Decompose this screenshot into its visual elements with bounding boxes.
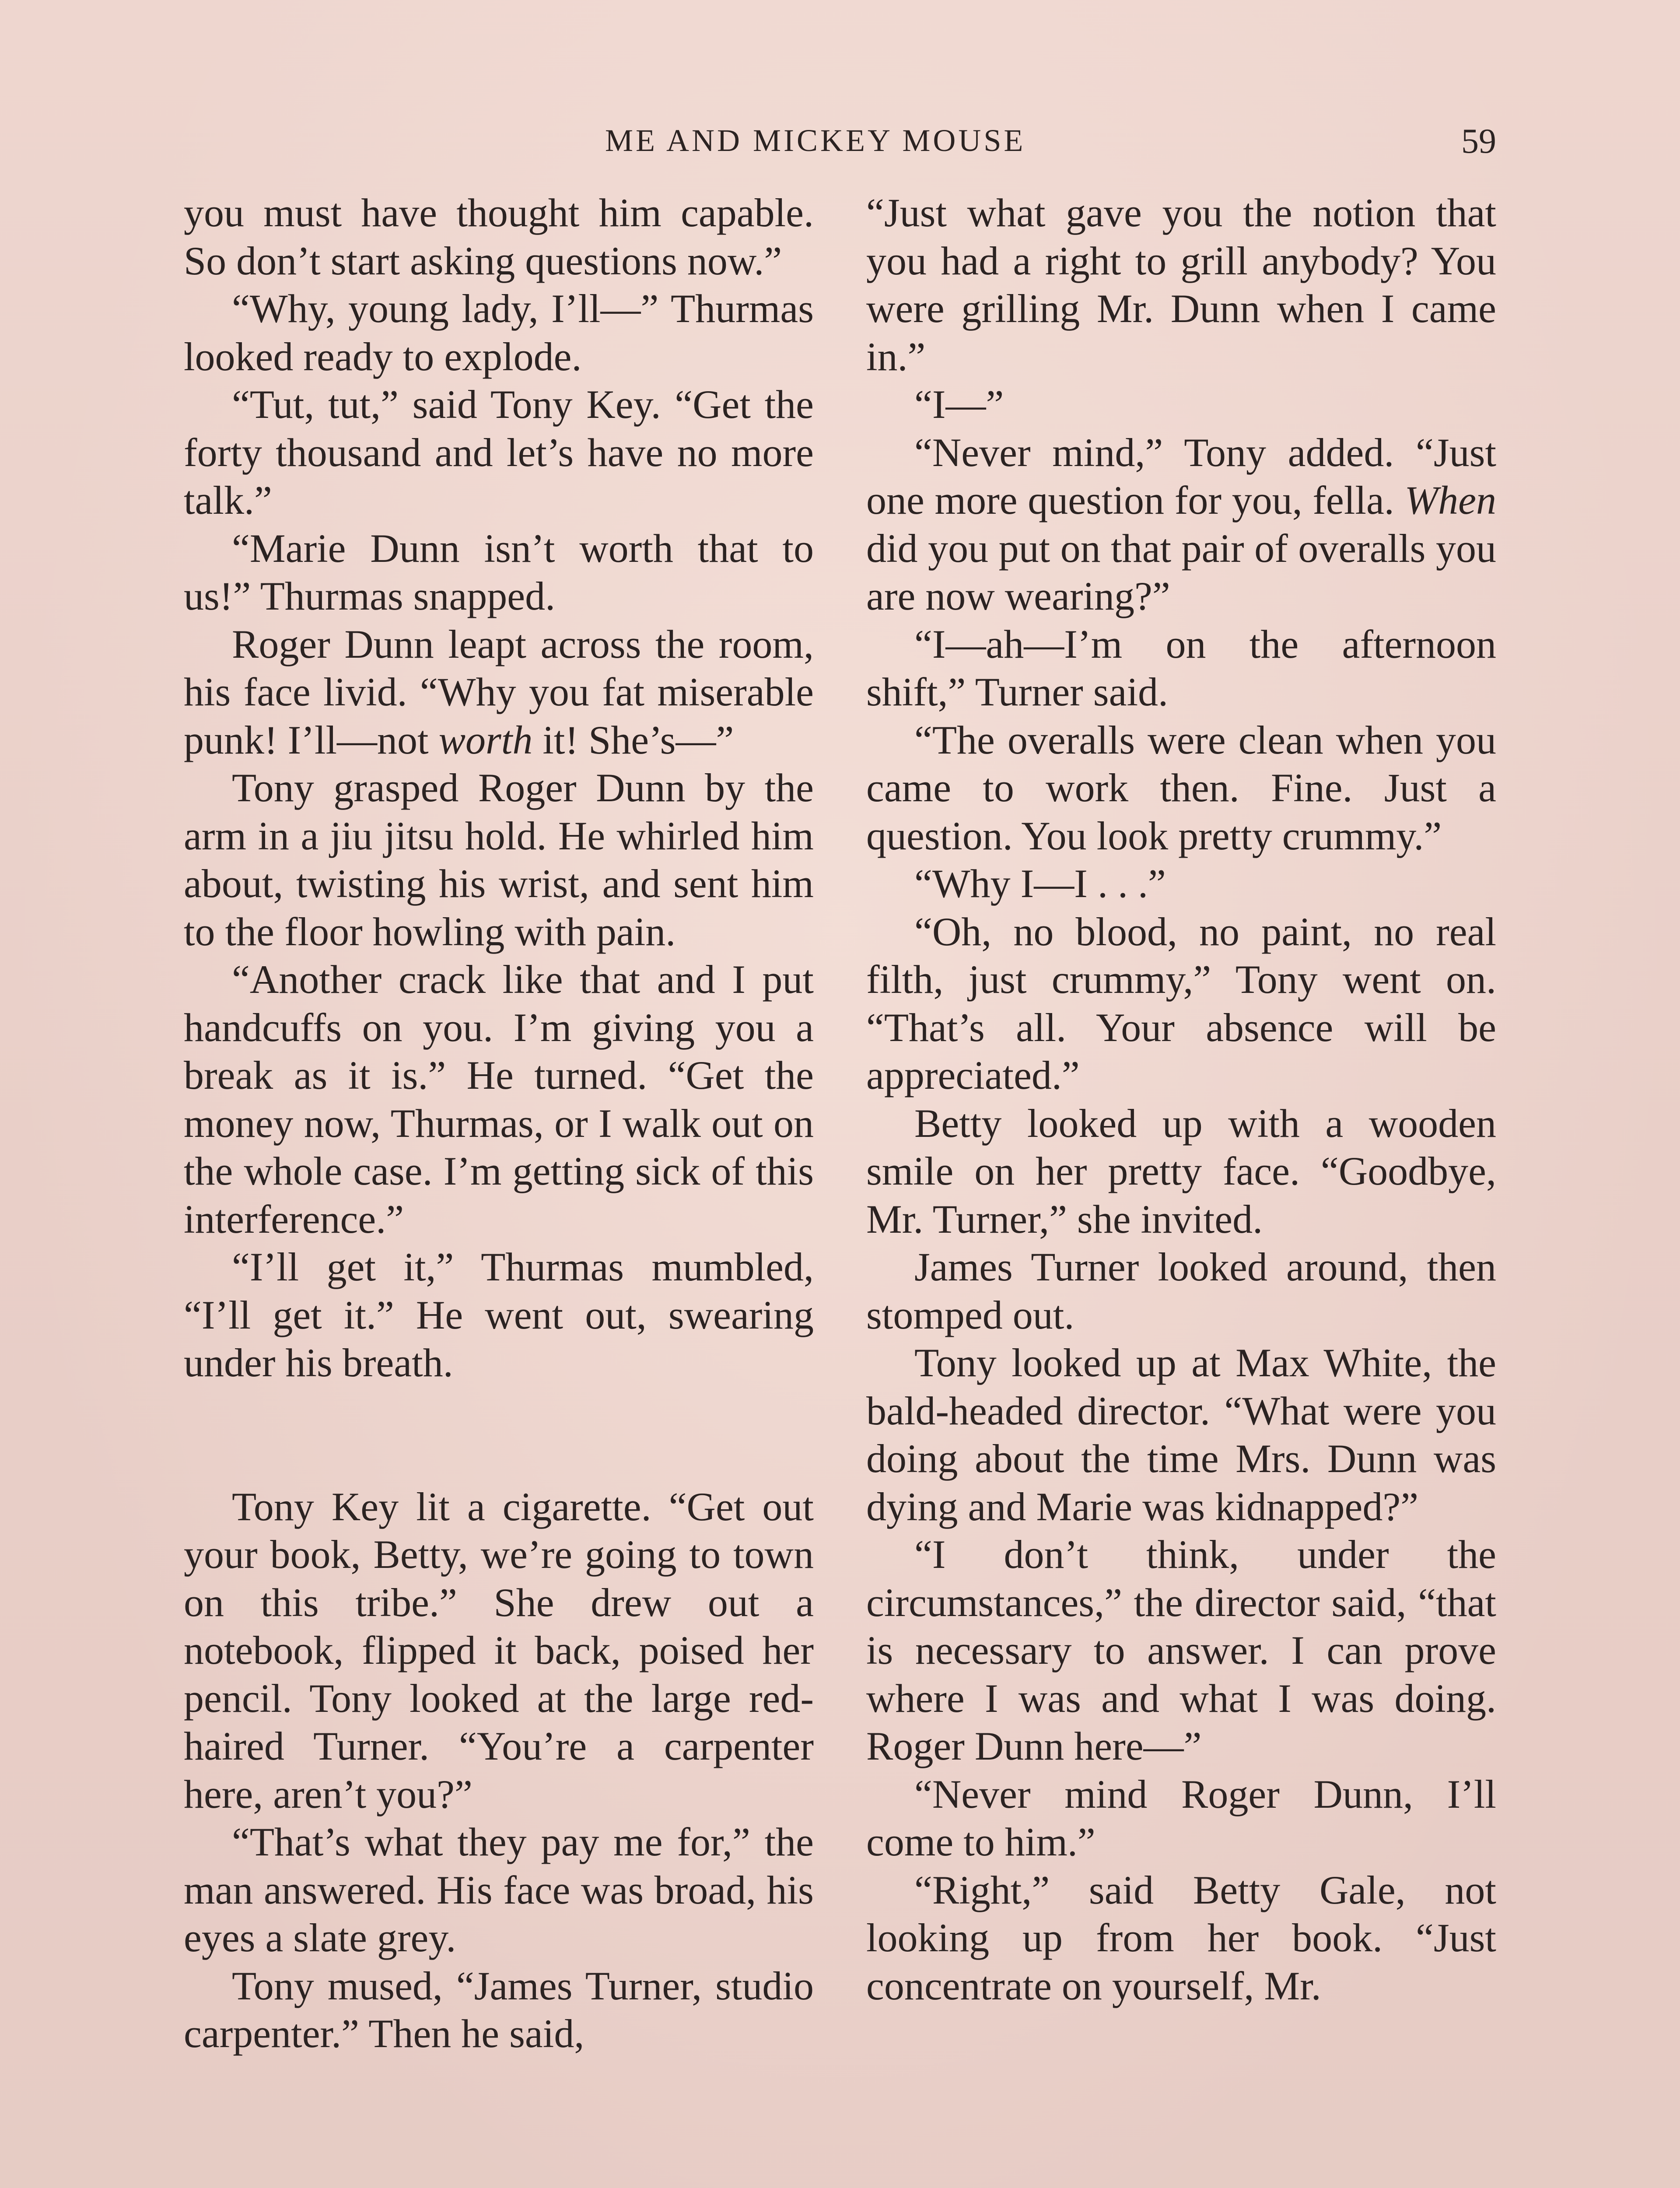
- paragraph: “Another crack like that and I put handcuffs on you. I’m giving you a break as it is.” He turned. “Get the money now, Thurmas, or I walk out on the whole case. I’m getting sick of this interference.”: [184, 957, 814, 1241]
- paragraph: “The overalls were clean when you came to work then. Fine. Just a question. You look pretty crummy.”: [866, 717, 1496, 858]
- paragraph: “Oh, no blood, no paint, no real filth, just crummy,” Tony went on. “That’s all. Your absence will be appreciated.”: [866, 909, 1496, 1098]
- emphasis-text: When: [1404, 478, 1496, 522]
- paragraph: “I—ah—I’m on the afternoon shift,” Turner said.: [866, 621, 1496, 714]
- paragraph: Tony Key lit a cigarette. “Get out your book, Betty, we’re going to town on this tribe.” She drew out a notebook, flipped it back, poised her pencil. Tony looked at the large red-haired Turner. “You’re a carpenter here, aren’t you?”: [184, 1484, 814, 1816]
- emphasis-text: worth: [438, 717, 533, 762]
- paragraph: Tony mused, “James Turner, studio carpenter.” Then he said,: [184, 1963, 814, 2056]
- right-text-column: [866, 189, 1496, 2010]
- paragraph: you must have thought him capable. So don’t start asking questions now.”: [184, 190, 814, 283]
- paragraph: “I don’t think, under the circumstances,” the director said, “that is necessary to answer. I can prove where I was and what I was doing. Roger Dunn here—”: [866, 1532, 1496, 1768]
- paragraph: Betty looked up with a wooden smile on her pretty face. “Goodbye, Mr. Turner,” she invited.: [866, 1101, 1496, 1241]
- paragraph: Tony grasped Roger Dunn by the arm in a jiu jitsu hold. He whirled him about, twisting his wrist, and sent him to the floor howling with pain.: [184, 765, 814, 954]
- paragraph: “Why I—I . . .”: [914, 861, 1166, 906]
- text-run: it! She’s—”: [532, 717, 734, 762]
- paragraph: Tony looked up at Max White, the bald-headed director. “What were you doing about the time Mrs. Dunn was dying and Marie was kidnapped?”: [866, 1340, 1496, 1529]
- paragraph: “Right,” said Betty Gale, not looking up from her book. “Just concentrate on yourself, Mr.: [866, 1867, 1496, 2008]
- paragraph: [866, 429, 1496, 621]
- page-number: 59: [1461, 122, 1496, 161]
- text-run: Roger Dunn leapt across the room, his face livid. “Why you fat miserable punk! I’ll—not: [184, 621, 814, 762]
- paragraph: James Turner looked around, then stomped out.: [866, 1245, 1496, 1337]
- left-text-column: [184, 189, 814, 2058]
- paragraph: “I—”: [914, 382, 1004, 427]
- paragraph: “Marie Dunn isn’t worth that to us!” Thurmas snapped.: [184, 526, 814, 618]
- paragraph: “Why, young lady, I’ll—” Thurmas looked ready to explode.: [184, 286, 814, 379]
- text-run: “Never mind,” Tony added. “Just one more question for you, fella.: [866, 430, 1496, 522]
- text-run: did you put on that pair of overalls you are now wearing?”: [866, 526, 1496, 618]
- paragraph: [184, 621, 814, 764]
- paragraph: “I’ll get it,” Thurmas mumbled, “I’ll get it.” He went out, swearing under his breath.: [184, 1245, 814, 1385]
- paragraph: “Never mind Roger Dunn, I’ll come to him.”: [866, 1771, 1496, 1864]
- paragraph: “Tut, tut,” said Tony Key. “Get the forty thousand and let’s have no more talk.”: [184, 382, 814, 522]
- running-title: ME AND MICKEY MOUSE: [605, 123, 1026, 158]
- paragraph: “That’s what they pay me for,” the man answered. His face was broad, his eyes a slate grey.: [184, 1820, 814, 1960]
- paragraph: “Just what gave you the notion that you had a right to grill anybody? You were grilling Mr. Dunn when I came in.”: [866, 190, 1496, 379]
